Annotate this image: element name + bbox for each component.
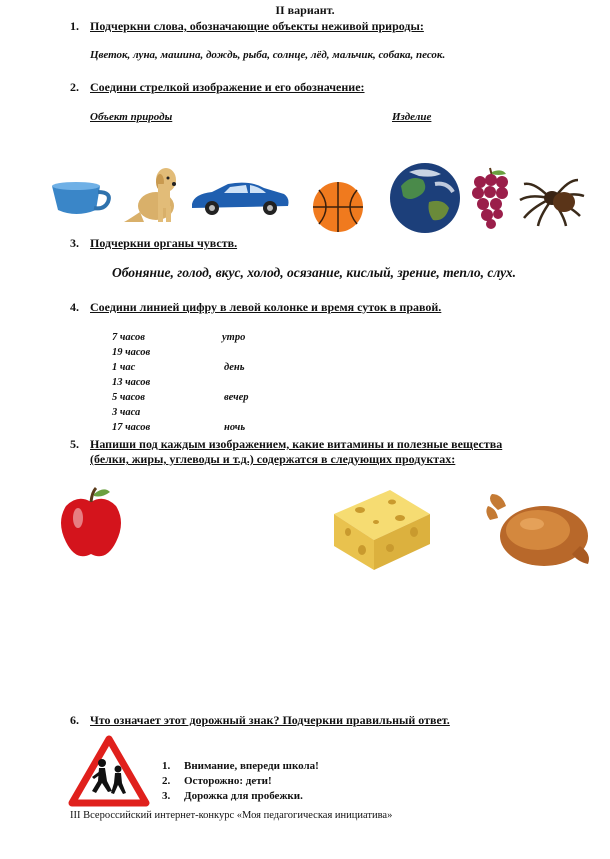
roast-chicken-icon (484, 490, 596, 570)
task-number: 5. (70, 437, 79, 451)
task-text: Подчеркни органы чувств. (90, 236, 238, 250)
spider-icon (518, 170, 586, 228)
task-number: 3. (70, 236, 79, 250)
basketball-icon (311, 180, 365, 234)
task-3-words: Обоняние, голод, вкус, холод, осязание, кислый, зрение, тепло, слух. (112, 265, 517, 280)
hour-item: 7 часов (112, 332, 145, 343)
task-number: 2. (70, 80, 79, 94)
hour-item: 17 часов (112, 422, 151, 433)
task-1-heading (70, 19, 424, 34)
task-text: Соедини линией цифру в левой колонке и время суток в правой. (90, 300, 442, 314)
task-5-heading-line-2 (90, 452, 455, 467)
hour-item: 13 часов (112, 377, 151, 388)
task-number: 1. (70, 19, 79, 33)
task-1-words: Цветок, луна, машина, дождь, рыба, солнце, лёд, мальчик, собака, песок. (90, 49, 446, 61)
answer-option[interactable] (162, 775, 272, 787)
task-text: Напиши под каждым изображением, какие витамины и полезные вещества (90, 437, 503, 451)
page-title: II вариант. (275, 3, 335, 17)
task-text: Соедини стрелкой изображение и его обозначение: (90, 80, 365, 94)
task-2-heading (70, 80, 365, 95)
hour-item: 19 часов (112, 347, 151, 358)
answer-option[interactable] (162, 760, 319, 772)
answer-option[interactable] (162, 790, 303, 802)
children-warning-sign-icon (68, 735, 150, 807)
task-4-heading (70, 300, 441, 315)
option-number: 1. (162, 760, 171, 772)
task-number: 6. (70, 713, 79, 727)
time-of-day-item: день (224, 362, 245, 373)
nature-object-heading: Объект природы (90, 111, 173, 123)
hour-item: 3 часа (112, 407, 141, 418)
dog-icon (120, 162, 182, 224)
time-of-day-item: вечер (224, 392, 249, 403)
time-of-day-item: ночь (224, 422, 246, 433)
cheese-icon (330, 488, 434, 572)
task-number: 4. (70, 300, 79, 314)
option-number: 2. (162, 775, 171, 787)
task-6-heading (70, 713, 450, 728)
option-text: Дорожка для пробежки. (184, 790, 303, 802)
hour-item: 5 часов (112, 392, 145, 403)
cup-icon (48, 178, 112, 220)
task-text: Что означает этот дорожный знак? Подчеркни правильный ответ. (90, 713, 450, 727)
task-3-heading (70, 236, 237, 251)
footer-text: III Всероссийский интернет-конкурс «Моя педагогическая инициатива» (70, 810, 393, 821)
option-text: Осторожно: дети! (184, 775, 272, 787)
option-text: Внимание, впереди школа! (184, 760, 319, 772)
apple-icon (58, 486, 124, 562)
grapes-icon (470, 166, 512, 230)
hour-item: 1 час (112, 362, 136, 373)
task-text: Подчеркни слова, обозначающие объекты неживой природы: (90, 19, 424, 33)
car-icon (188, 180, 292, 216)
option-number: 3. (162, 790, 171, 802)
earth-icon (389, 162, 461, 234)
product-heading: Изделие (392, 111, 432, 123)
time-of-day-item: утро (222, 332, 246, 343)
task-text: (белки, жиры, углеводы и т.д.) содержатся в следующих продуктах: (90, 452, 456, 466)
task-5-heading (70, 437, 502, 452)
